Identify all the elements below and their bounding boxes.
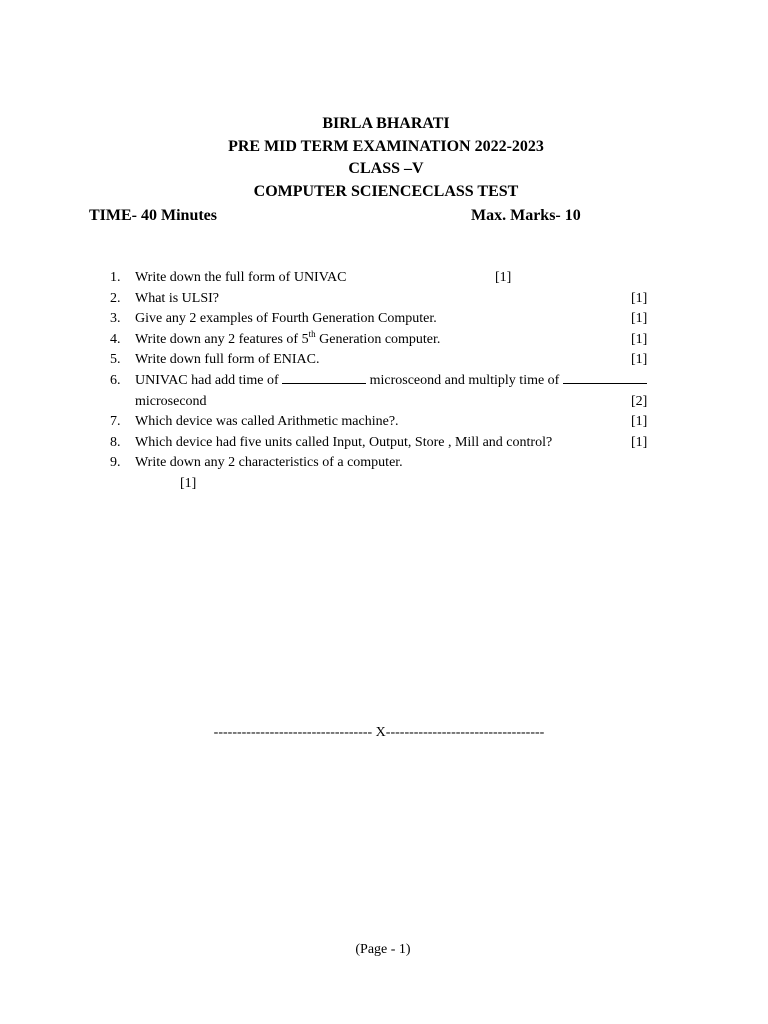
question-number: 5.: [110, 352, 121, 368]
subject-title: COMPUTER SCIENCECLASS TEST: [253, 182, 519, 200]
question-text-part: UNIVAC had add time of: [135, 372, 283, 388]
question-number: 3.: [110, 311, 121, 327]
page-number: (Page - 1): [355, 942, 411, 957]
question-number: 7.: [110, 414, 121, 430]
question-text: Which device had five units called Input, Output, Store , Mill and control?: [135, 434, 553, 450]
end-divider: ---------------------------------- X----------------------------------: [213, 725, 545, 740]
question-mark: [1]: [180, 475, 197, 491]
question-item: [0, 309, 768, 330]
question-continuation: [0, 392, 768, 413]
question-number: 2.: [110, 290, 121, 306]
question-text: Write down full form of ENIAC.: [135, 352, 320, 368]
question-number: 6.: [110, 372, 121, 388]
question-item: [0, 330, 768, 351]
question-item: [0, 289, 768, 310]
question-item: [0, 371, 768, 392]
question-mark: [1]: [631, 414, 648, 430]
question-text: Give any 2 examples of Fourth Generation Computer.: [135, 311, 437, 327]
question-mark: [1]: [631, 331, 648, 347]
class-name: CLASS –V: [348, 160, 424, 177]
school-name: BIRLA BHARATI: [322, 115, 450, 132]
question-list: [0, 268, 768, 495]
question-item: [0, 350, 768, 371]
question-item: [0, 268, 768, 289]
question-text: [135, 371, 647, 392]
question-text: Write down any 2 characteristics of a computer.: [135, 455, 403, 471]
question-mark: [1]: [631, 352, 648, 368]
question-number: 4.: [110, 331, 121, 347]
question-text-cont: microsecond: [135, 393, 207, 409]
max-marks: Max. Marks- 10: [471, 207, 581, 224]
answer-blank: [563, 371, 647, 384]
question-item: [0, 433, 768, 454]
question-item: [0, 453, 768, 474]
exam-title: PRE MID TERM EXAMINATION 2022-2023: [228, 137, 544, 155]
question-text-part: Write down any 2 features of 5: [135, 331, 309, 347]
question-mark: [1]: [631, 434, 648, 450]
question-mark: [1]: [495, 270, 512, 285]
question-mark: [1]: [631, 290, 648, 306]
exam-header: [0, 113, 768, 203]
question-number: 1.: [110, 270, 121, 285]
question-number: 9.: [110, 455, 121, 471]
question-text-part: microsceond and multiply time of: [366, 372, 563, 388]
question-mark: [1]: [631, 311, 648, 327]
time-allowed: TIME- 40 Minutes: [89, 207, 217, 224]
question-text: What is ULSI?: [135, 290, 219, 306]
question-item: [0, 412, 768, 433]
question-text-part: Generation computer.: [315, 331, 441, 347]
question-mark: [2]: [631, 393, 648, 409]
question-text: Write down the full form of UNIVAC: [135, 270, 347, 285]
question-continuation: [0, 474, 768, 495]
question-text: Which device was called Arithmetic machine?.: [135, 414, 399, 430]
question-text: [135, 330, 440, 351]
superscript-th: th: [308, 328, 316, 339]
question-number: 8.: [110, 434, 121, 450]
answer-blank: [282, 371, 366, 384]
